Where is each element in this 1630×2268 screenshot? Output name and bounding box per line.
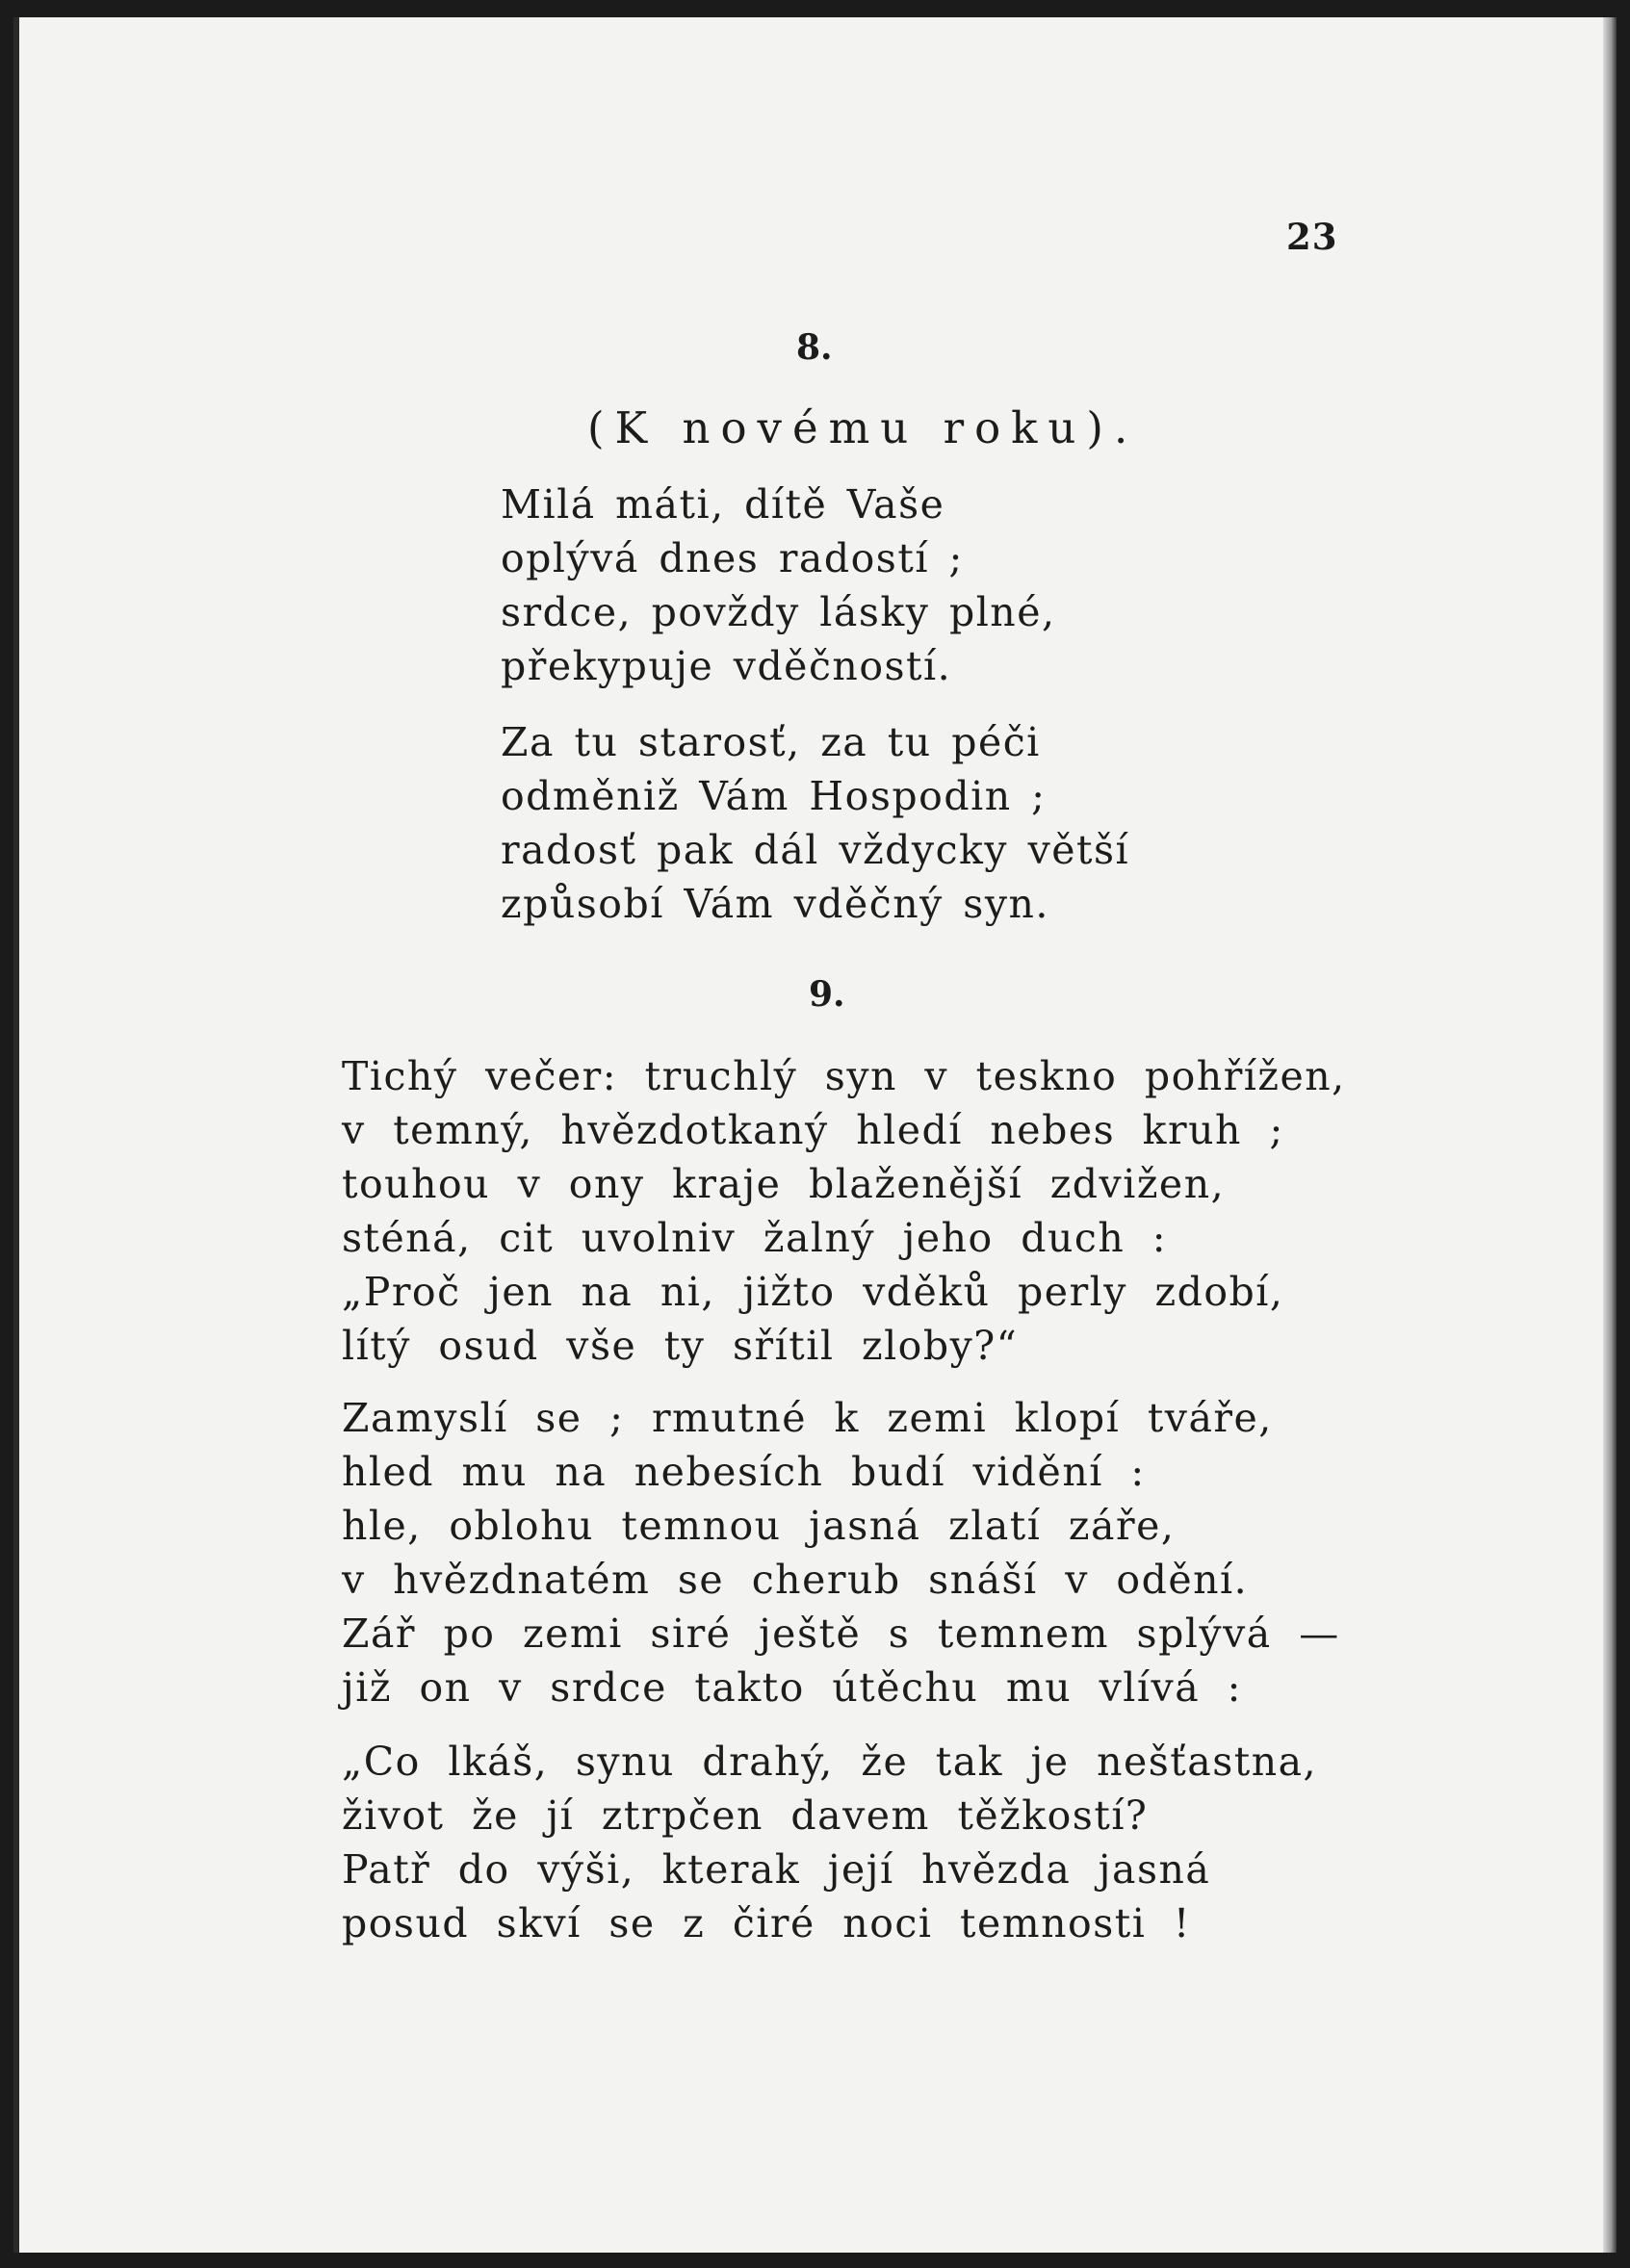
verse-line: radosť pak dál vždycky větší [501, 827, 1130, 873]
verse-line: v temný, hvězdotkaný hledí nebes kruh ; [342, 1107, 1284, 1153]
verse-line: Milá máti, dítě Vaše [501, 481, 945, 528]
page-binding-edge [13, 17, 19, 2253]
verse-line: Zamyslí se ; rmutné k zemi klopí tváře, [342, 1395, 1273, 1441]
stanza [501, 477, 1056, 693]
verse-line: Tichý večer: truchlý syn v teskno pohřížen, [342, 1053, 1346, 1099]
stanza [342, 1049, 1346, 1373]
verse-line: Za tu starosť, za tu péči [501, 719, 1041, 765]
book-page [13, 17, 1608, 2253]
verse-line: již on v srdce takto útěchu mu vlívá : [342, 1664, 1242, 1711]
stanza [342, 1735, 1317, 1950]
verse-line: srdce, povždy lásky plné, [501, 589, 1056, 635]
verse-line: Zář po zemi siré ještě s temnem splývá — [342, 1611, 1340, 1657]
verse-line: překypuje vděčností. [501, 643, 952, 689]
verse-line: v hvězdnatém se cherub snáší v odění. [342, 1557, 1249, 1603]
poem-number: 9. [809, 974, 845, 1015]
verse-line: hled mu na nebesích budí vidění : [342, 1449, 1146, 1495]
stanza [501, 715, 1129, 931]
verse-line: „Co lkáš, synu drahý, že tak je nešťastna, [342, 1739, 1318, 1785]
poem-number: 8. [796, 327, 833, 368]
verse-line: touhou v ony kraje blaženější zdvižen, [342, 1161, 1226, 1207]
verse-line: lítý osud vše ty sřítil zloby?“ [342, 1323, 1019, 1369]
verse-line: Patř do výši, kterak její hvězda jasná [342, 1846, 1211, 1893]
verse-line: „Proč jen na ni, jižto vděků perly zdobí, [342, 1269, 1284, 1315]
stanza [342, 1391, 1340, 1714]
page-shadow-edge [1603, 17, 1617, 2253]
verse-line: posud skví se z čiré noci temnosti ! [342, 1900, 1191, 1946]
verse-line: způsobí Vám vděčný syn. [501, 881, 1049, 927]
poem-title: (K novému roku). [587, 402, 1139, 453]
verse-line: oplývá dnes radostí ; [501, 535, 964, 581]
page-number: 23 [1286, 216, 1338, 258]
verse-line: hle, oblohu temnou jasná zlatí záře, [342, 1503, 1176, 1549]
verse-line: život že jí ztrpčen davem těžkostí? [342, 1792, 1149, 1839]
verse-line: odměniž Vám Hospodin ; [501, 773, 1047, 819]
verse-line: sténá, cit uvolniv žalný jeho duch : [342, 1215, 1168, 1261]
